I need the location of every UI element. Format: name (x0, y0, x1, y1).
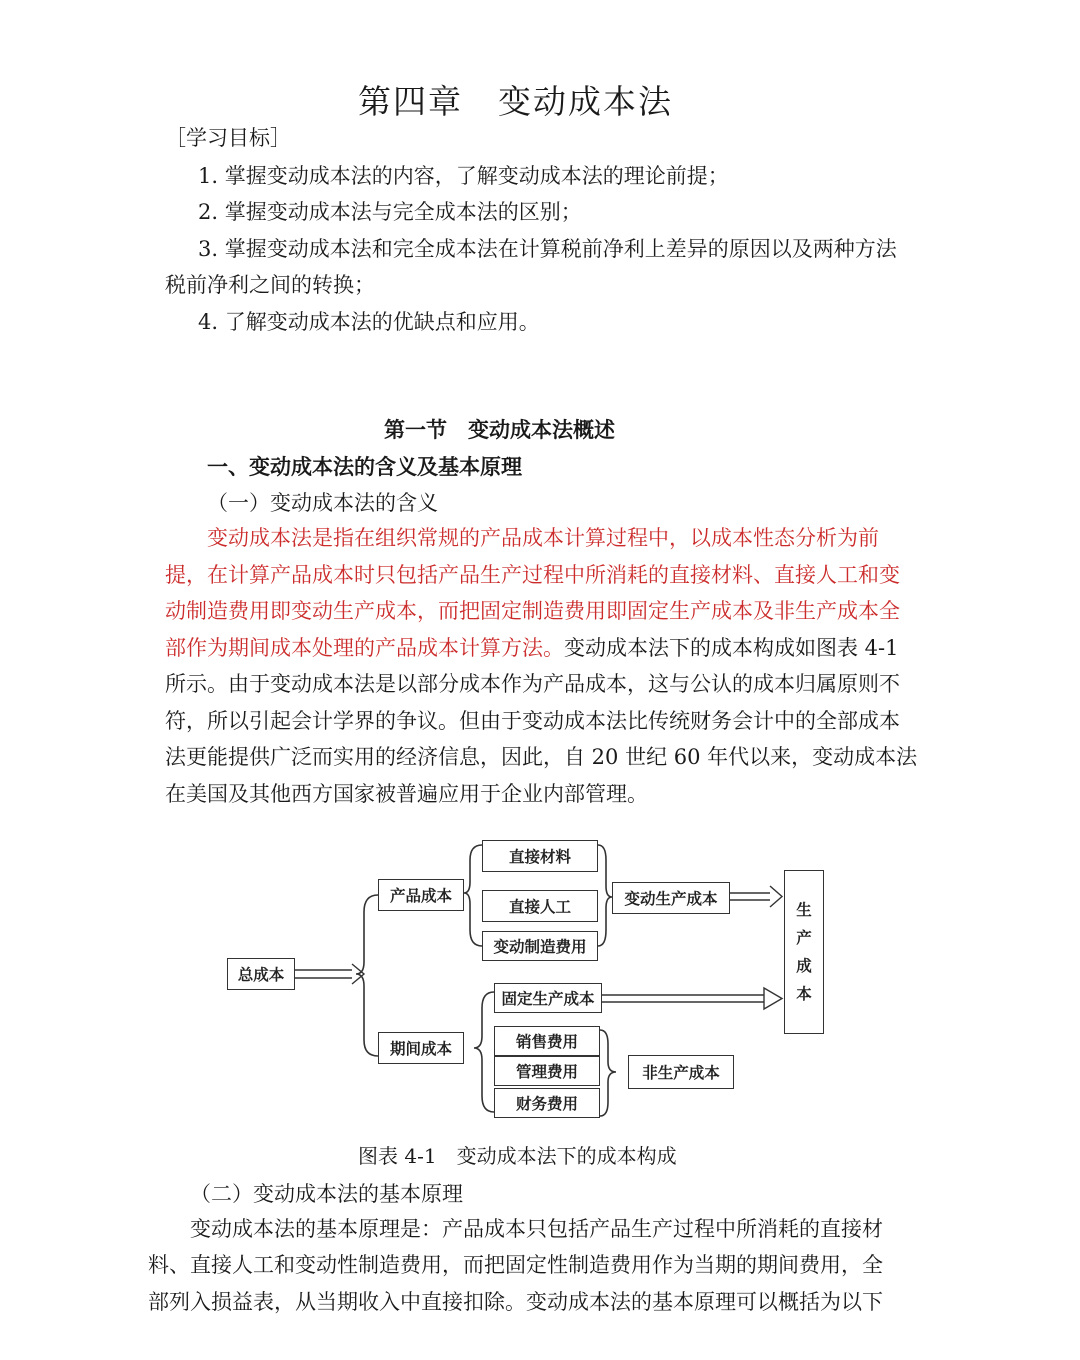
chapter-title: 第四章 变动成本法 (358, 82, 673, 121)
paragraph-line: 部作为期间成本处理的产品成本计算方法。变动成本法下的成本构成如图表 4-1 (165, 636, 899, 660)
paragraph-line: 动制造费用即变动生产成本，而把固定制造费用即固定生产成本及非生产成本全 (165, 599, 900, 623)
box-direct-material: 直接材料 (482, 840, 598, 872)
objective-item-3: 3. 掌握变动成本法和完全成本法在计算税前净利上差异的原因以及两种方法 (198, 237, 897, 261)
box-period-cost: 期间成本 (378, 1032, 464, 1064)
subsection-1-heading: （一）变动成本法的含义 (207, 491, 438, 515)
paragraph-line: 提，在计算产品成本时只包括产品生产过程中所消耗的直接材料、直接人工和变 (165, 563, 900, 587)
paragraph-line: 变动成本法是指在组织常规的产品成本计算过程中，以成本性态分析为前 (207, 526, 879, 550)
objectives-heading: ［学习目标］ (165, 126, 291, 150)
brace-variable-items (598, 845, 612, 946)
box-direct-labor: 直接人工 (482, 890, 598, 922)
paragraph2-line: 变动成本法的基本原理是：产品成本只包括产品生产过程中所消耗的直接材 (190, 1217, 883, 1241)
brace-non-production (600, 1030, 616, 1116)
box-financial-expense: 财务费用 (494, 1088, 600, 1118)
objective-item-2: 2. 掌握变动成本法与完全成本法的区别； (198, 200, 582, 224)
box-production-cost: 生 产 成 本 (784, 870, 824, 1034)
paragraph2-line: 料、直接人工和变动性制造费用，而把固定性制造费用作为当期的期间费用，全 (148, 1253, 883, 1277)
box-product-cost: 产品成本 (378, 879, 464, 911)
paragraph-line: 符，所以引起会计学界的争议。但由于变动成本法比传统财务会计中的全部成本 (165, 709, 900, 733)
box-non-production-cost: 非生产成本 (628, 1055, 734, 1089)
paragraph2-line: 部列入损益表，从当期收入中直接扣除。变动成本法的基本原理可以概括为以下 (148, 1290, 883, 1314)
box-total-cost: 总成本 (227, 958, 295, 990)
paragraph-line: 法更能提供广泛而实用的经济信息，因此，自 20 世纪 60 年代以来，变动成本法 (165, 745, 918, 769)
objective-item-1: 1. 掌握变动成本法的内容，了解变动成本法的理论前提； (198, 164, 729, 188)
figure-caption: 图表 4-1 变动成本法下的成本构成 (358, 1144, 677, 1168)
paragraph-line: 在美国及其他西方国家被普遍应用于企业内部管理。 (165, 782, 648, 806)
box-fixed-production-cost: 固定生产成本 (494, 983, 602, 1013)
section-subtitle: 一、变动成本法的含义及基本原理 (207, 455, 522, 479)
box-variable-production-cost: 变动生产成本 (612, 882, 730, 914)
box-admin-expense: 管理费用 (494, 1056, 600, 1086)
paragraph-line: 所示。由于变动成本法是以部分成本作为产品成本，这与公认的成本归属原则不 (165, 672, 900, 696)
brace-period-cost (474, 992, 494, 1112)
box-selling-expense: 销售费用 (494, 1026, 600, 1056)
brace-total (356, 895, 378, 1056)
section-title: 第一节 变动成本法概述 (384, 418, 615, 442)
subsection-2-heading: （二）变动成本法的基本原理 (190, 1182, 463, 1206)
box-variable-overhead: 变动制造费用 (482, 931, 598, 961)
brace-product-cost (464, 845, 482, 946)
objective-item-3-cont: 税前净利之间的转换； (165, 273, 375, 297)
objective-item-4: 4. 了解变动成本法的优缺点和应用。 (198, 310, 540, 334)
